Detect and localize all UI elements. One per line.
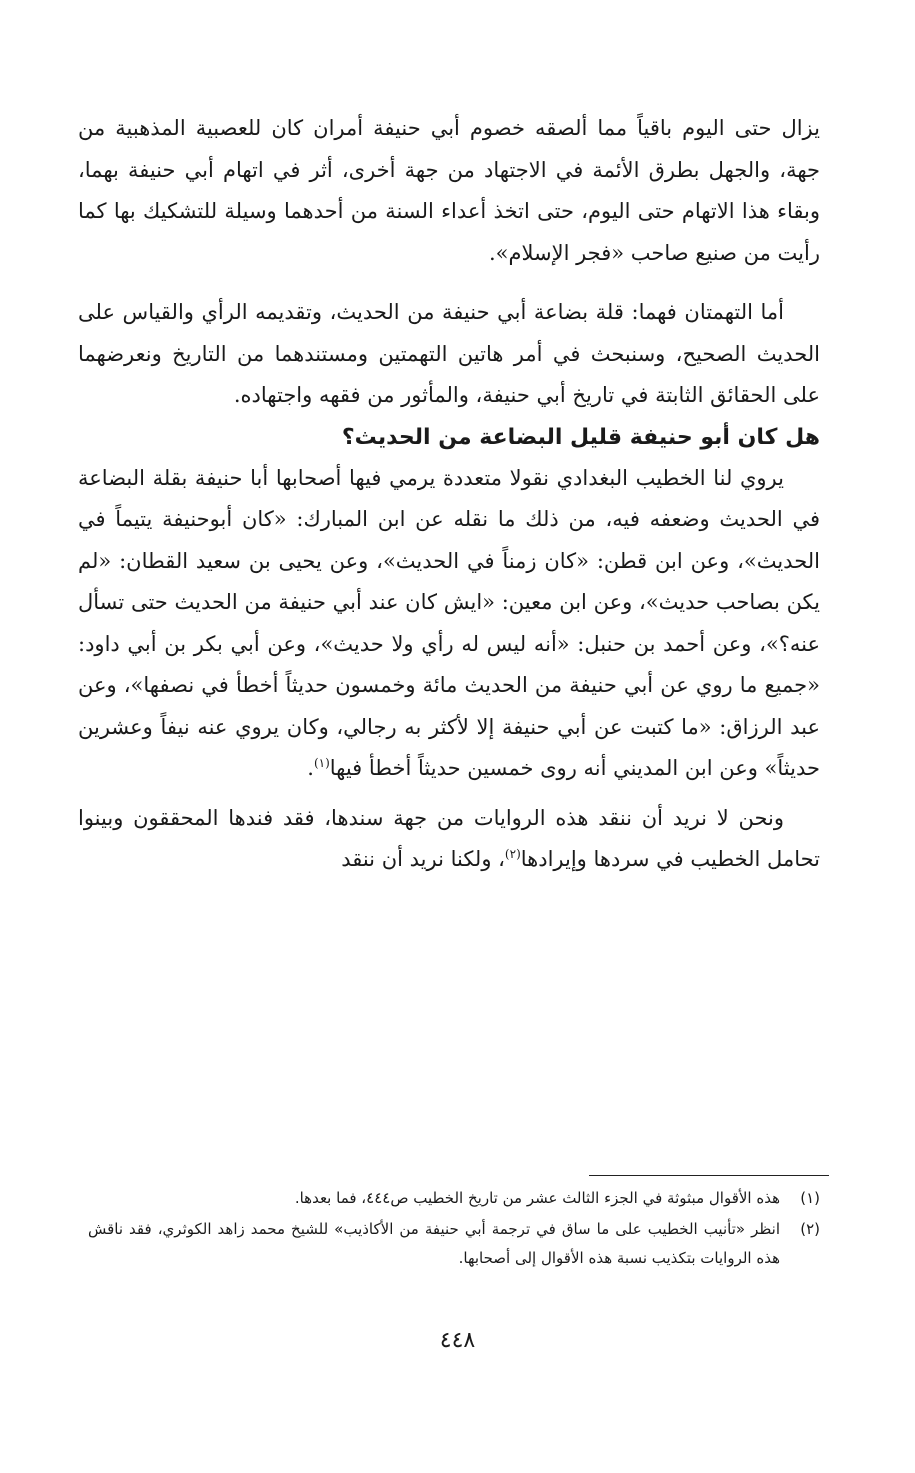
paragraph-3-end: .: [307, 756, 314, 780]
footnote-text: هذه الأقوال مبثوثة في الجزء الثالث عشر من تاريخ الخطيب ص٤٤٤، فما بعدها.: [294, 1189, 780, 1207]
paragraph-2: أما التهمتان فهما: قلة بضاعة أبي حنيفة من الحديث، وتقديمه الرأي والقياس على الحديث الصحيح، وسنبحث في أمر هاتين التهمتين ومستندهما من التاريخ ونعرضهما على الحقائق الثابتة في تاريخ أبي حنيفة، والمأثور من فقهه واجتهاده.: [78, 300, 820, 407]
paragraph-4-end: ، ولكنا نريد أن ننقد: [341, 847, 505, 871]
footnotes: [88, 1184, 820, 1275]
footnote-number: (٢): [800, 1220, 820, 1238]
page-number: ٤٤٨: [439, 1328, 476, 1353]
footnote-2: [88, 1215, 820, 1273]
footnote-divider: [589, 1175, 829, 1176]
footnote-number: (١): [800, 1189, 820, 1207]
paragraph-1: يزال حتى اليوم باقياً مما ألصقه خصوم أبي حنيفة أمران كان للعصبية المذهبية من جهة، والجهل بطرق الأئمة في الاجتهاد من جهة أخرى، أثر في اتهام أبي حنيفة بهما، وبقاء هذا الاتهام حتى اليوم، حتى اتخذ أعداء السنة من أحدهما وسيلة للتشكيك بها كما رأيت من صنيع صاحب «فجر الإسلام».: [78, 116, 820, 265]
footnote-ref-2: (٢): [504, 847, 521, 861]
paragraph-3: [78, 458, 820, 790]
main-text: [78, 108, 820, 881]
section-heading: هل كان أبو حنيفة قليل البضاعة من الحديث؟: [341, 424, 820, 450]
paragraph-3-text: يروي لنا الخطيب البغدادي نقولا متعددة يرمي فيها أصحابها أبا حنيفة بقلة البضاعة في الحديث وضعفه فيه، من ذلك ما نقله عن ابن المبارك: «كان أبوحنيفة يتيماً في الحديث»، وعن ابن قطن: «كان زمناً في الحديث»، وعن يحيى بن سعيد القطان: «لم يكن بصاحب حديث»، وعن ابن معين: «ايش كان عند أبي حنيفة من الحديث حتى تسأل عنه؟»، وعن أحمد بن حنبل: «أنه ليس له رأي ولا حديث»، وعن أبي بكر بن أبي داود: «جميع ما روي عن أبي حنيفة من الحديث مائة وخمسون حديثاً أخطأ في نصفها»، وعن عبد الرزاق: «ما كتبت عن أبي حنيفة إلا لأكثر به رجالي، وكان يروي عنه نيفاً وعشرين حديثاً» وعن ابن المديني أنه روى خمسين حديثاً أخطأ فيها: [78, 465, 820, 780]
footnote-ref-1: (١): [313, 756, 330, 770]
paragraph-4: [78, 798, 820, 881]
footnote-text: انظر «تأنيب الخطيب على ما ساق في ترجمة أبي حنيفة من الأكاذيب» للشيخ محمد زاهد الكوثري، فقد ناقش هذه الروايات بتكذيب نسبة هذه الأقوال إلى أصحابها.: [88, 1220, 780, 1267]
footnote-1: [88, 1184, 820, 1213]
paragraph-4-text: ونحن لا نريد أن ننقد هذه الروايات من جهة سندها، فقد فندها المحققون وبينوا تحامل الخطيب في سردها وإيرادها: [78, 805, 820, 871]
